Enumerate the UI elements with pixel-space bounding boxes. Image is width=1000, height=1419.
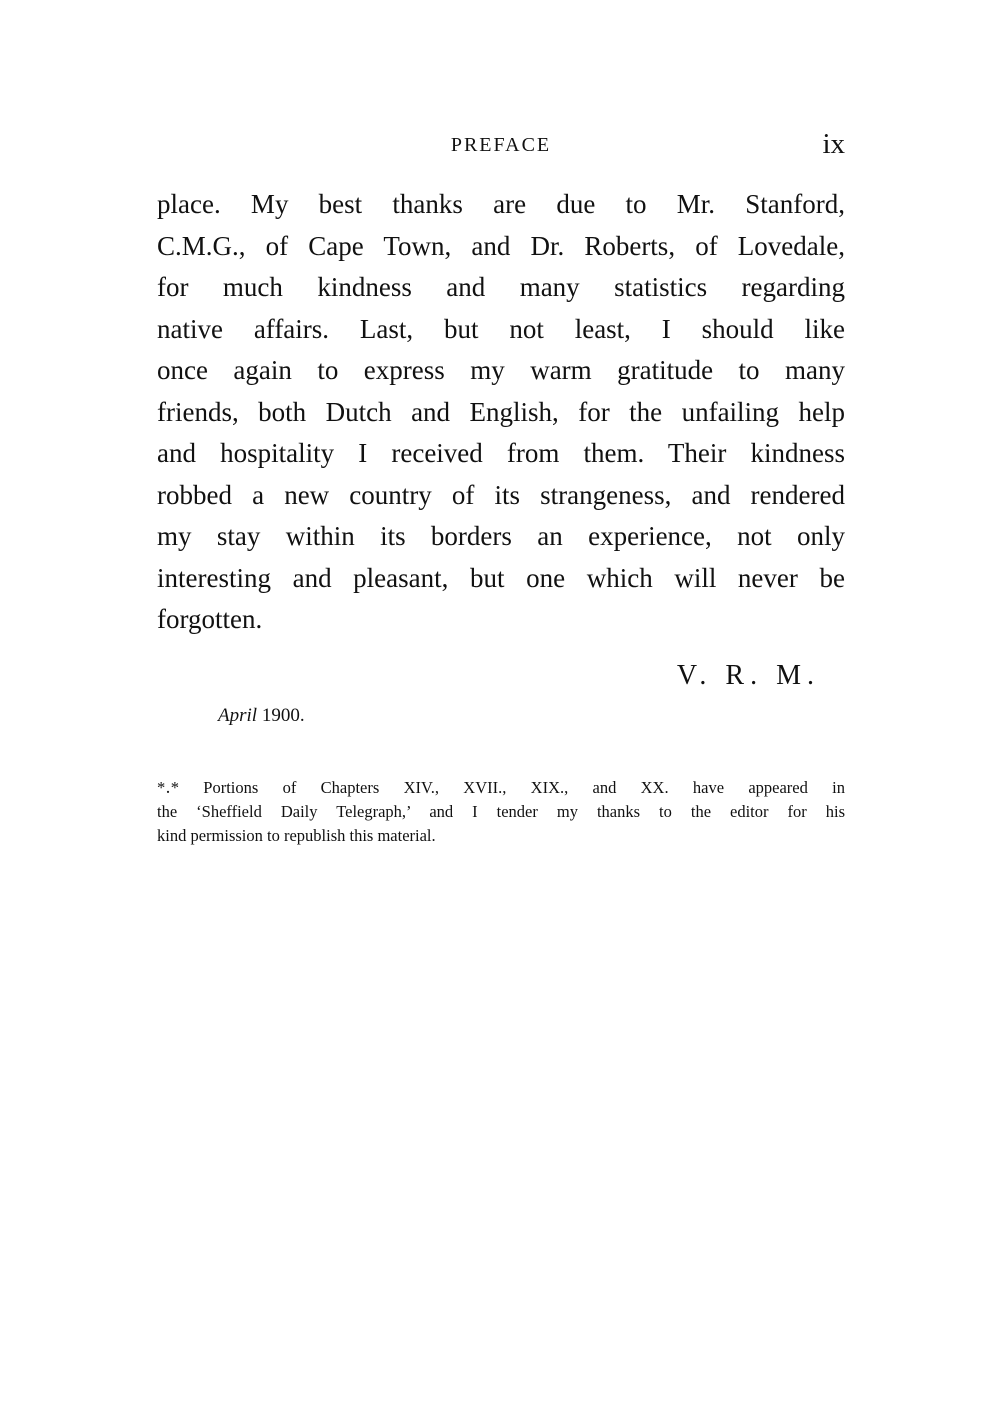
date-month: April	[218, 705, 258, 726]
text-line: forgotten.	[157, 604, 263, 634]
footnote-line: the ‘Sheffield Daily Telegraph,’ and I tender my thanks to the editor for his	[157, 802, 845, 821]
text-line: C.M.G., of Cape Town, and Dr. Roberts, of Lovedale,	[157, 230, 845, 261]
footnote-line: *․* Portions of Chapters XIV., XVII., XIX., and XX. have appeared in	[157, 778, 845, 797]
text-line: and hospitality I received from them. Their kindness	[157, 438, 845, 468]
text-line: place. My best thanks are due to Mr. Stanford,	[157, 189, 845, 219]
text-line: robbed a new country of its strangeness, and rendered	[157, 479, 845, 510]
text-line: friends, both Dutch and English, for the unfailing help	[157, 396, 845, 427]
text-line: for much kindness and many statistics regarding	[157, 272, 845, 302]
author-initials: V. R. M.	[676, 660, 820, 691]
footnote-line: kind permission to republish this material.	[157, 826, 436, 845]
running-title: PREFACE	[450, 134, 552, 156]
preface-paragraph	[157, 184, 845, 641]
date-year: 1900.	[261, 705, 305, 726]
text-line: my stay within its borders an experience, not only	[157, 521, 845, 551]
preface-date	[218, 705, 305, 727]
running-head	[157, 128, 845, 164]
page-number: ix	[822, 128, 845, 160]
footnote	[157, 776, 845, 848]
text-line: native affairs. Last, but not least, I should like	[157, 313, 845, 344]
text-line: once again to express my warm gratitude to many	[157, 355, 845, 385]
text-line: interesting and pleasant, but one which will never be	[157, 562, 845, 593]
